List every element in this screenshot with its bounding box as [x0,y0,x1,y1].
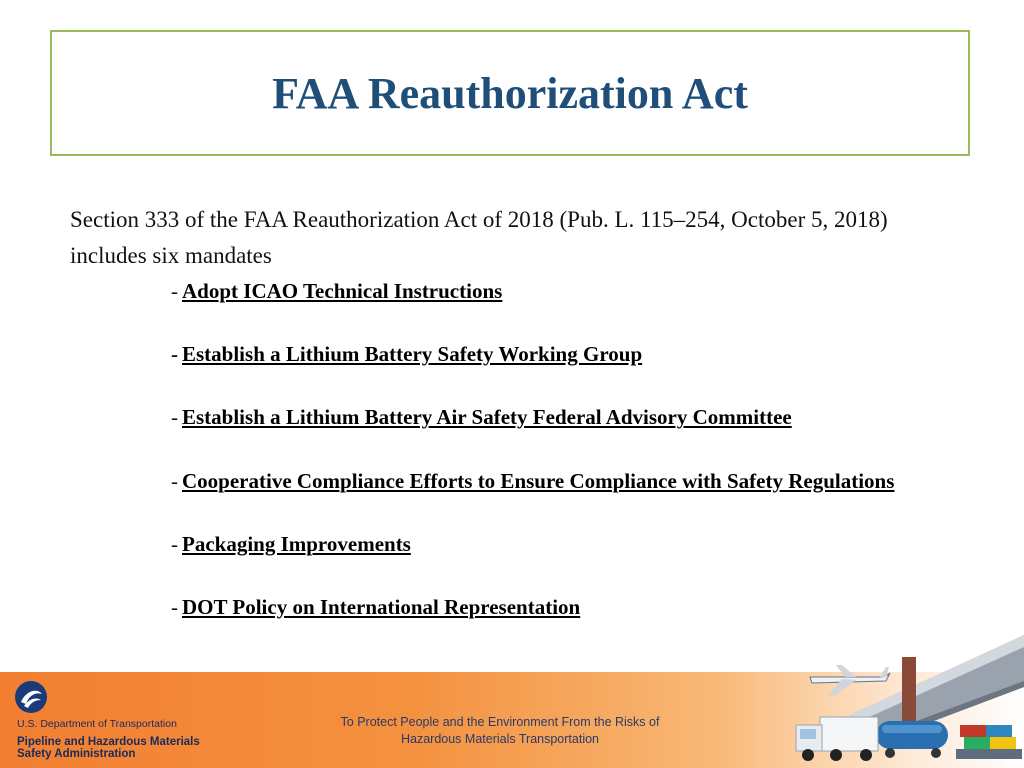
list-dash: - [171,594,178,619]
agency-name-line1: Pipeline and Hazardous Materials [17,736,200,748]
tagline-line2: Hazardous Materials Transportation [400,732,599,746]
intro-paragraph: Section 333 of the FAA Reauthorization Act of 2018 (Pub. L. 115–254, October 5, 2018) includes six mandates [70,207,888,268]
list-dash: - [171,468,178,493]
title-box [50,30,970,156]
airplane-icon [810,665,890,695]
dot-logo-icon [14,680,48,714]
transportation-illustration [790,625,1024,768]
list-dash: - [171,279,178,303]
agency-name [17,736,200,760]
truck-icon [796,717,878,761]
list-item [171,402,1001,465]
tagline-line1: To Protect People and the Environment From the Risks of [340,715,660,729]
mandate-link-adopt-icao[interactable]: Adopt ICAO Technical Instructions [182,279,503,303]
mandate-link-cooperative-compliance[interactable]: Cooperative Compliance Efforts to Ensure Compliance with Safety Regulations [182,468,895,493]
mandate-link-dot-policy[interactable]: DOT Policy on International Representation [182,594,581,619]
list-item [171,466,1001,529]
slide-title: FAA Reauthorization Act [272,68,748,118]
mandate-link-working-group[interactable]: Establish a Lithium Battery Safety Working Group [182,342,643,367]
containers-icon [956,725,1022,759]
list-dash: - [171,531,178,556]
mandate-link-packaging[interactable]: Packaging Improvements [182,531,411,556]
tanker-car-icon [876,721,948,758]
list-item [171,276,1001,339]
list-dash: - [171,342,178,367]
mandate-link-advisory-committee[interactable]: Establish a Lithium Battery Air Safety Federal Advisory Committee [182,405,792,430]
agency-name-line2: Safety Administration [17,748,136,760]
department-name: U.S. Department of Transportation [17,718,177,730]
tagline [300,714,700,748]
list-item [171,339,1001,402]
smokestack-icon [902,657,916,727]
mandates-list [171,276,1001,655]
list-dash: - [171,405,178,430]
list-item [171,529,1001,592]
